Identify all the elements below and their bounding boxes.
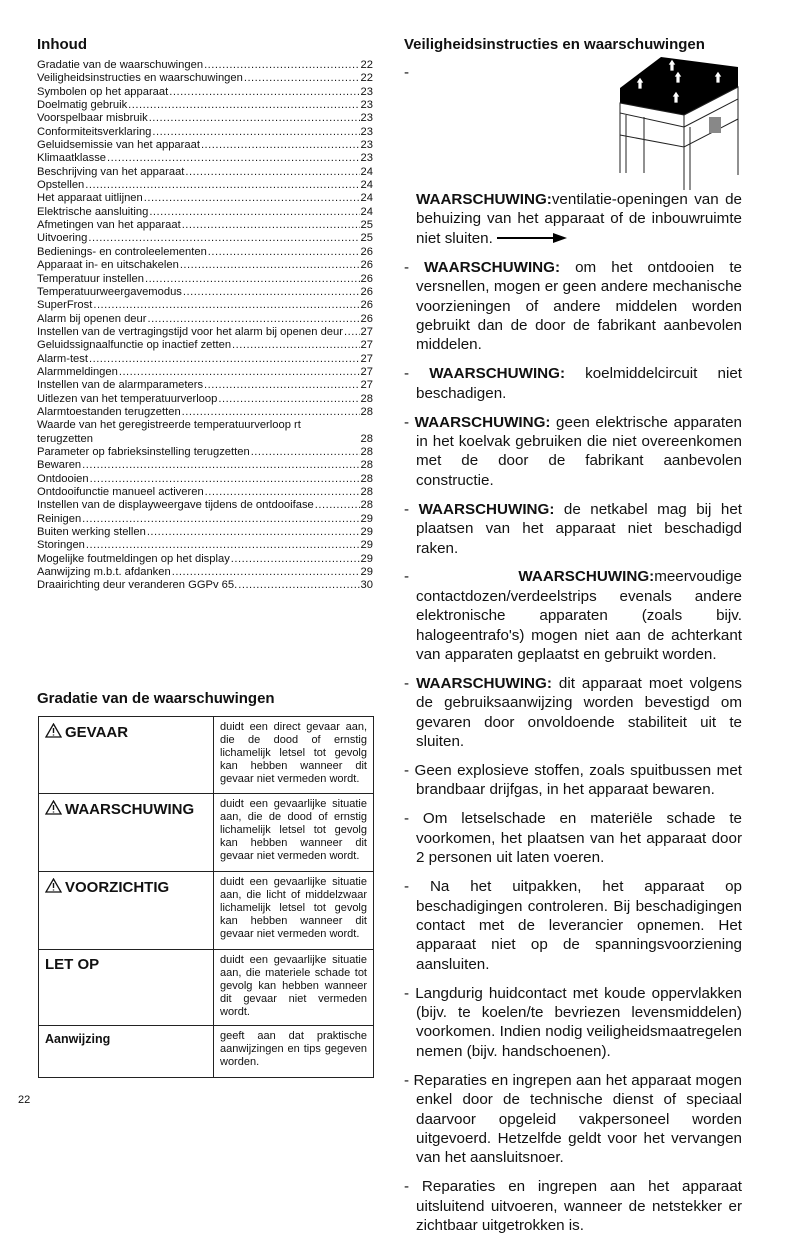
toc-entry <box>37 232 373 245</box>
safety-item <box>404 364 742 403</box>
toc-dot-leader <box>185 166 359 179</box>
safety-item <box>404 413 742 491</box>
safety-item <box>404 500 742 558</box>
toc-dot-leader <box>149 206 359 219</box>
toc-title: Inhoud <box>37 36 87 53</box>
warning-triangle-icon <box>45 879 65 896</box>
toc-dot-leader <box>88 232 359 245</box>
toc-entry-title: Het apparaat uitlijnen <box>37 192 143 205</box>
toc-entry-page: 23 <box>360 125 373 138</box>
toc-dot-leader <box>152 126 359 139</box>
toc-entry-title: Reinigen <box>37 512 82 525</box>
toc-entry-title: Bedienings- en controleelementen <box>37 245 207 258</box>
safety-item <box>404 258 742 355</box>
toc-entry-page: 24 <box>360 192 373 205</box>
safety-text: meervoudige contactdozen/verdeelstrips evenals andere elektronische apparaten (zoals bijv. halogeentrafo's) mogen niet aan de achterkant van apparaten geplaatst en gebruikt worden. <box>416 568 742 664</box>
table-of-contents <box>37 59 373 593</box>
toc-entry <box>37 499 373 512</box>
toc-dot-leader <box>169 86 359 99</box>
toc-entry-title: Parameter op fabrieksinstelling terugzetten <box>37 445 250 458</box>
safety-text: Om letselschade en materiële schade te voorkomen, het plaatsen van het apparaat door 2 personen uit laten voeren. <box>416 810 742 867</box>
safety-item <box>404 1177 742 1235</box>
toc-dot-leader <box>204 379 360 392</box>
bullet-dash: - <box>404 64 410 81</box>
toc-dot-leader <box>144 192 360 205</box>
toc-dot-leader <box>82 459 359 472</box>
toc-entry <box>37 486 373 499</box>
warning-label: WAARSCHUWING: <box>424 258 560 276</box>
toc-entry-page: 26 <box>360 272 373 285</box>
toc-entry-title: Alarm-test <box>37 352 88 365</box>
gradation-label-cell <box>39 1026 214 1078</box>
toc-entry <box>37 526 373 539</box>
toc-entry-title: Draairichting deur veranderen GGPv 65. <box>37 579 238 592</box>
toc-dot-leader <box>182 219 360 232</box>
toc-entry-page: 26 <box>360 299 373 312</box>
warning-gradation-table <box>38 716 374 1078</box>
toc-entry-page: 25 <box>360 219 373 232</box>
toc-entry <box>37 406 373 419</box>
safety-text: Langdurig huidcontact met koude oppervlakken (bijv. te koelen/te bevriezen levensmiddelen) voorkomen. Indien nodig veiligheidsmaatregelen nemen (bijv. handschoenen). <box>415 984 743 1060</box>
toc-entry <box>37 273 373 286</box>
toc-entry <box>37 166 373 179</box>
toc-entry-page: 23 <box>360 152 373 165</box>
toc-entry-title: Conformiteitsverklaring <box>37 125 152 138</box>
warning-triangle-icon <box>45 801 65 818</box>
toc-entry-title: Elektrische aansluiting <box>37 205 149 218</box>
gradation-description: geeft aan dat praktische aanwijzingen en tips gegeven worden. <box>214 1026 374 1078</box>
warning-label: WAARSCHUWING: <box>429 365 566 383</box>
bullet-dash: - <box>404 984 416 1002</box>
toc-entry-page: 28 <box>360 405 373 418</box>
toc-entry-page: 22 <box>360 72 373 85</box>
safety-text: Na het uitpakken, het apparaat op beschadigingen controleren. Bij beschadigingen contact met de leverancier opnemen. Het apparaat niet op de spanningsvoorziening aansluiten. <box>416 878 743 973</box>
toc-dot-leader <box>85 179 359 192</box>
toc-entry <box>37 366 373 379</box>
bullet-dash: - <box>404 258 425 276</box>
gradation-description: duidt een gevaarlijke situatie aan, die de dood of ernstig lichamelijk letsel tot gevolg kan hebben wanneer dit gevaar niet vermeden wordt. <box>214 794 374 872</box>
gradation-row <box>39 1026 374 1078</box>
toc-entry-page: 23 <box>360 112 373 125</box>
safety-text: dit apparaat moet volgens de gebruiksaanwijzing worden bevestigd om gevaren door onvoldoende stabiliteit uit te sluiten. <box>416 674 742 751</box>
toc-entry-title: Instellen van de vertragingstijd voor het alarm bij openen deur <box>37 325 343 338</box>
warning-label: WAARSCHUWING: <box>414 413 551 431</box>
toc-entry-page: 22 <box>360 59 373 71</box>
warning-label: WAARSCHUWING: <box>418 500 555 518</box>
gradation-description: duidt een direct gevaar aan, die de dood of ernstig lichamelijk letsel tot gevolg kan hebben wanneer dit gevaar niet vermeden wordt. <box>214 717 374 794</box>
toc-entry-page: 26 <box>360 259 373 272</box>
toc-entry-page: 27 <box>360 325 373 338</box>
toc-dot-leader <box>149 112 360 125</box>
safety-item <box>404 809 742 867</box>
toc-dot-leader <box>89 353 360 366</box>
toc-dot-leader <box>180 259 360 272</box>
toc-dot-leader <box>90 473 360 486</box>
toc-entry-title: Alarmtoestanden terugzetten <box>37 405 181 418</box>
toc-entry-page: 29 <box>360 512 373 525</box>
toc-dot-leader <box>201 139 360 152</box>
bullet-dash: - <box>404 413 415 431</box>
toc-entry <box>37 446 373 459</box>
toc-entry-page: 27 <box>360 365 373 378</box>
safety-item <box>404 674 742 752</box>
toc-entry <box>37 72 373 85</box>
warning-label: WAARSCHUWING: <box>518 568 655 586</box>
toc-dot-leader <box>232 339 360 352</box>
toc-entry-title: Uitvoering <box>37 232 88 245</box>
gradation-row <box>39 794 374 872</box>
safety-text: Reparaties en ingrepen aan het apparaat uitsluitend uitvoeren, wanneer de netstekker er zichtbaar uitgetrokken is. <box>416 1178 742 1235</box>
toc-entry <box>37 192 373 205</box>
safety-text: ventilatie-openingen van de behuizing van het apparaat of de inbouwruimte niet sluiten. <box>416 191 742 247</box>
bullet-dash: - <box>404 1071 414 1089</box>
safety-text: Reparaties en ingrepen aan het apparaat mogen enkel door de technische dienst of speciaal daarvoor opgeleid vakpersoneel worden uitgevoerd. Hetzelfde geldt voor het vervangen van het aansluitsnoer. <box>413 1071 742 1167</box>
safety-item <box>404 984 742 1062</box>
toc-dot-leader <box>86 539 360 552</box>
toc-entry-title: Klimaatklasse <box>37 152 107 165</box>
bullet-dash: - <box>404 674 417 692</box>
toc-entry-page: 28 <box>360 486 373 498</box>
toc-dot-leader <box>208 246 360 259</box>
toc-entry-title: Apparaat in- en uitschakelen <box>37 259 179 272</box>
toc-entry <box>37 473 373 486</box>
gradation-label-cell <box>39 717 214 794</box>
gradation-title: Gradatie van de waarschuwingen <box>37 690 275 707</box>
toc-entry-title: Afmetingen van het apparaat <box>37 219 181 232</box>
toc-entry <box>37 299 373 312</box>
toc-dot-leader <box>145 273 360 286</box>
toc-entry <box>37 339 373 352</box>
toc-entry <box>37 539 373 552</box>
toc-dot-leader <box>231 553 360 566</box>
bullet-dash: - <box>404 500 419 518</box>
warning-label: WAARSCHUWING: <box>416 674 552 692</box>
toc-entry-page: 28 <box>360 459 373 472</box>
toc-dot-leader <box>119 366 360 379</box>
toc-entry <box>37 313 373 326</box>
toc-entry-title: Gradatie van de waarschuwingen <box>37 59 204 71</box>
toc-entry <box>37 59 373 72</box>
toc-entry <box>37 353 373 366</box>
toc-entry-page: 28 <box>360 432 373 445</box>
toc-entry-title: Instellen van de alarmparameters <box>37 379 204 392</box>
bullet-dash: - <box>404 365 430 383</box>
toc-entry-page: 27 <box>360 339 373 352</box>
ventilation-illustration <box>614 55 742 190</box>
toc-entry-title: Temperatuur instellen <box>37 272 144 285</box>
toc-entry-page: 29 <box>360 539 373 552</box>
toc-entry-title: Geluidsemissie van het apparaat <box>37 139 200 152</box>
toc-entry-title: Veiligheidsinstructies en waarschuwingen <box>37 72 243 85</box>
safety-title: Veiligheidsinstructies en waarschuwingen <box>404 36 705 53</box>
toc-dot-leader <box>218 393 359 406</box>
toc-entry-title: Ontdooifunctie manueel activeren <box>37 486 204 498</box>
warning-label: WAARSCHUWING: <box>416 191 552 208</box>
toc-entry-page: 23 <box>360 99 373 112</box>
toc-entry-title: Ontdooien <box>37 472 89 485</box>
toc-dot-leader <box>183 286 360 299</box>
toc-entry-title: Doelmatig gebruik <box>37 99 128 112</box>
gradation-label: GEVAAR <box>65 724 129 741</box>
toc-entry <box>37 459 373 472</box>
toc-entry-page: 27 <box>360 352 373 365</box>
toc-entry <box>37 219 373 232</box>
gradation-row <box>39 950 374 1026</box>
gradation-row <box>39 872 374 950</box>
toc-entry-title: Instellen van de displayweergave tijdens de ontdooifase <box>37 499 314 512</box>
toc-entry-title: Bewaren <box>37 459 82 472</box>
toc-entry <box>37 246 373 259</box>
toc-entry <box>37 513 373 526</box>
safety-text: om het ontdooien te versnellen, mogen er geen andere mechanische voorzieningen of andere middelen worden gebruikt dan de door de fabrikant aanbevolen middelen. <box>416 258 742 354</box>
toc-dot-leader <box>204 59 359 72</box>
toc-dot-leader <box>147 526 360 539</box>
toc-entry <box>37 553 373 566</box>
toc-entry <box>37 112 373 125</box>
arrow-right-icon <box>493 230 567 247</box>
toc-entry-page: 24 <box>360 205 373 218</box>
toc-entry-page: 29 <box>360 552 373 565</box>
toc-entry <box>37 179 373 192</box>
toc-dot-leader <box>315 499 360 512</box>
gradation-description: duidt een gevaarlijke situatie aan, die licht of middelzwaar lichamelijk letsel tot gevolg kan hebben wanneer dit gevaar niet vermeden wordt. <box>214 872 374 950</box>
bullet-dash: - <box>404 810 423 828</box>
toc-entry-page: 28 <box>360 392 373 405</box>
toc-entry <box>37 379 373 392</box>
toc-entry <box>37 579 373 592</box>
toc-entry-page: 26 <box>360 312 373 325</box>
gradation-row <box>39 717 374 794</box>
toc-dot-leader <box>147 313 359 326</box>
toc-entry <box>37 99 373 112</box>
toc-entry <box>37 326 373 339</box>
warning-triangle-icon <box>45 724 65 741</box>
toc-entry-title: Temperatuurweergavemodus <box>37 285 182 298</box>
safety-text: de netkabel mag bij het plaatsen van het apparaat niet beschadigd raken. <box>416 500 743 557</box>
safety-item <box>404 761 742 800</box>
toc-entry-title: Alarmmeldingen <box>37 365 118 378</box>
toc-dot-leader <box>82 513 359 526</box>
toc-entry-title: Waarde van het geregistreerde temperatuurverloop rt terugzetten <box>37 419 301 445</box>
toc-entry-page: 29 <box>360 526 373 539</box>
toc-dot-leader <box>182 406 360 419</box>
toc-entry-title: Symbolen op het apparaat <box>37 85 169 98</box>
toc-dot-leader <box>238 579 359 592</box>
safety-text: Geen explosieve stoffen, zoals spuitbussen met brandbaar drijfgas, in het apparaat bewaren. <box>414 762 742 799</box>
toc-entry-page: 23 <box>360 139 373 152</box>
toc-entry-title: Beschrijving van het apparaat <box>37 165 185 178</box>
toc-entry-page: 28 <box>360 472 373 485</box>
toc-entry-title: Opstellen <box>37 179 85 192</box>
safety-text: koelmiddelcircuit niet beschadigen. <box>416 365 743 402</box>
toc-entry-title: Aanwijzing m.b.t. afdanken <box>37 566 171 579</box>
toc-entry-page: 30 <box>360 579 373 592</box>
toc-entry <box>37 259 373 272</box>
toc-entry <box>37 419 373 446</box>
toc-entry-title: Storingen <box>37 539 85 552</box>
gradation-label: LET OP <box>45 956 100 973</box>
safety-item <box>404 877 742 974</box>
toc-entry-title: Voorspelbaar misbruik <box>37 112 148 125</box>
page-number: 22 <box>18 1094 31 1106</box>
safety-instructions <box>404 63 742 1245</box>
toc-entry-title: Alarm bij openen deur <box>37 312 147 325</box>
toc-entry-title: Geluidssignaalfunctie op inactief zetten <box>37 339 232 352</box>
gradation-label-cell <box>39 950 214 1026</box>
toc-dot-leader <box>344 326 360 339</box>
toc-entry-page: 27 <box>360 379 373 392</box>
toc-entry <box>37 286 373 299</box>
toc-entry-title: Mogelijke foutmeldingen op het display <box>37 552 230 565</box>
toc-entry-page: 28 <box>360 499 373 512</box>
safety-item <box>404 567 742 664</box>
toc-entry <box>37 86 373 99</box>
toc-entry-page: 26 <box>360 285 373 298</box>
bullet-dash: - <box>404 878 430 896</box>
toc-entry <box>37 393 373 406</box>
gradation-label-cell <box>39 794 214 872</box>
toc-entry-title: Uitlezen van het temperatuurverloop <box>37 392 218 405</box>
toc-dot-leader <box>205 486 360 499</box>
toc-entry <box>37 139 373 152</box>
toc-entry-page: 23 <box>360 85 373 98</box>
toc-entry-title: SuperFrost <box>37 299 93 312</box>
toc-entry <box>37 566 373 579</box>
toc-entry-page: 24 <box>360 179 373 192</box>
toc-entry-page: 29 <box>360 566 373 579</box>
gradation-label: VOORZICHTIG <box>65 879 170 896</box>
toc-entry <box>37 206 373 219</box>
toc-dot-leader <box>128 99 359 112</box>
gradation-label: WAARSCHUWING <box>65 801 195 818</box>
toc-entry-title: Buiten werking stellen <box>37 526 146 539</box>
toc-entry <box>37 126 373 139</box>
bullet-dash: - <box>404 762 415 780</box>
toc-dot-leader <box>244 72 360 85</box>
toc-entry-page: 26 <box>360 245 373 258</box>
toc-entry-page: 25 <box>360 232 373 245</box>
bullet-dash: - <box>404 1178 422 1196</box>
toc-dot-leader <box>93 299 359 312</box>
toc-entry-page: 28 <box>360 445 373 458</box>
bullet-dash: - <box>404 568 519 586</box>
safety-item <box>404 1071 742 1168</box>
safety-text: geen elektrische apparaten in het koelvak gebruiken die niet overeenkomen met de door de fabrikant aanbevolen constructie. <box>416 413 742 489</box>
gradation-label: Aanwijzing <box>45 1032 111 1046</box>
toc-entry <box>37 152 373 165</box>
gradation-label-cell <box>39 872 214 950</box>
toc-dot-leader <box>172 566 360 579</box>
gradation-description: duidt een gevaarlijke situatie aan, die materiele schade tot gevolg kan hebben wanneer dit gevaar niet vermeden wordt. <box>214 950 374 1026</box>
toc-entry-page: 24 <box>360 165 373 178</box>
toc-dot-leader <box>251 446 360 459</box>
toc-dot-leader <box>107 152 360 165</box>
